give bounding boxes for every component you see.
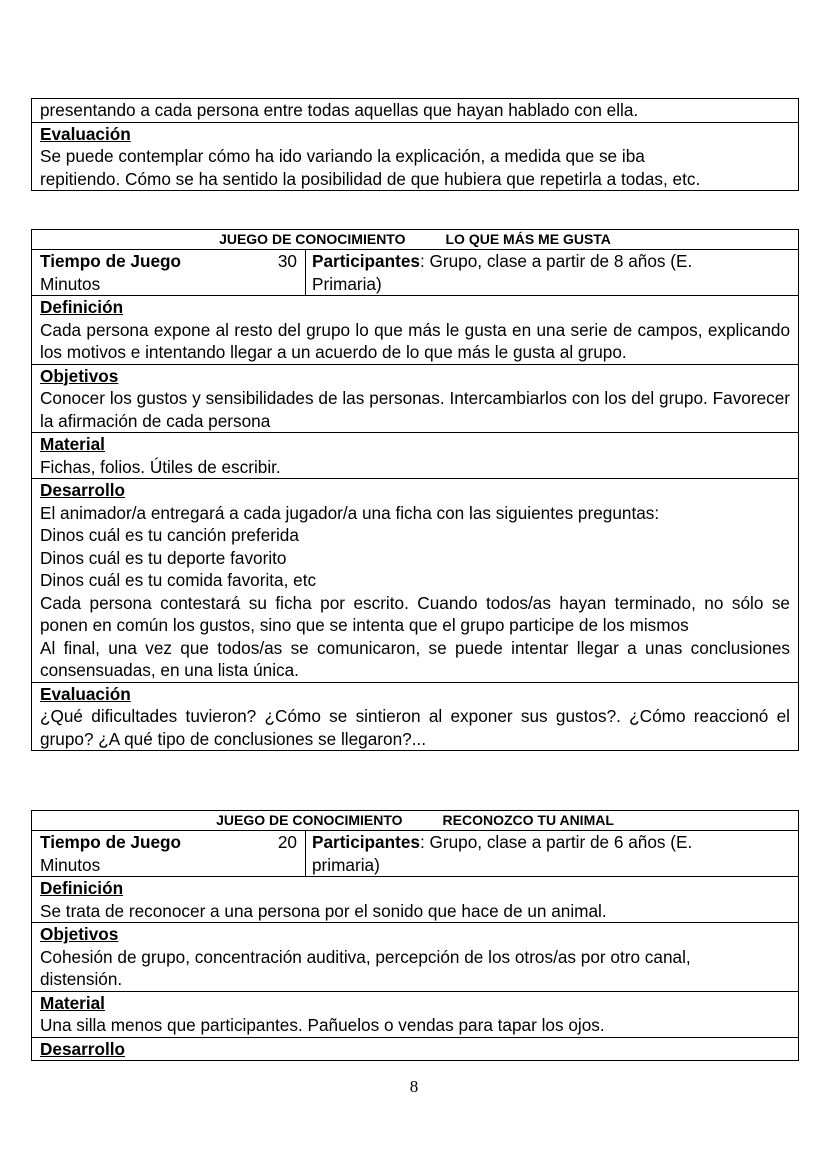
evaluation-cell [32, 122, 798, 191]
participants-text-cont: primaria) [312, 854, 380, 875]
development-cell [32, 1037, 798, 1061]
card-header [32, 230, 798, 249]
card-category: JUEGO DE CONOCIMIENTO [216, 812, 403, 828]
page-number: 8 [409, 1077, 419, 1096]
continuation-cell [32, 99, 798, 122]
objectives-text-line-1: Cohesión de grupo, concentración auditiva, percepción de los otros/as por otro canal, [40, 946, 691, 967]
objectives-heading: Objetivos [40, 924, 119, 944]
evaluation-heading: Evaluación [40, 123, 131, 144]
development-question-3: Dinos cuál es tu comida favorita, etc [40, 570, 317, 590]
participants-label: Participantes [312, 251, 420, 271]
objectives-cell [32, 922, 798, 991]
definition-cell [32, 295, 798, 364]
definition-heading: Definición [40, 297, 124, 317]
participants-text: : Grupo, clase a partir de 8 años (E. [419, 251, 693, 271]
card-title: LO QUE MÁS ME GUSTA [445, 231, 611, 247]
objectives-text-line-2: distensión. [40, 969, 123, 989]
info-row [32, 830, 798, 876]
game-time-value: 20 [277, 832, 297, 852]
info-row [32, 249, 798, 295]
participants-label: Participantes [312, 832, 420, 852]
development-paragraph-2: Cada persona contestará su ficha por escrito. Cuando todos/as hayan terminado, no sólo se ponen en común los gustos, sino que se intenta que el grupo participe de los mismos [40, 592, 790, 635]
objectives-cell [32, 364, 798, 433]
definition-text: Cada persona expone al resto del grupo lo que más le gusta en una serie de campos, explicando los motivos e intentando llegar a un acuerdo de lo que más le gusta al grupo. [40, 319, 790, 362]
participants-cell [306, 831, 798, 876]
game-time-unit: Minutos [40, 854, 101, 875]
material-heading: Material [40, 992, 105, 1013]
development-heading: Desarrollo [40, 1038, 126, 1059]
material-cell [32, 432, 798, 478]
development-heading: Desarrollo [40, 480, 126, 500]
card-title: RECONOZCO TU ANIMAL [442, 812, 614, 828]
objectives-heading: Objetivos [40, 365, 119, 386]
material-text: Fichas, folios. Útiles de escribir. [40, 456, 281, 477]
development-question-2: Dinos cuál es tu deporte favorito [40, 547, 287, 568]
card-header [32, 811, 798, 830]
participants-text-cont: Primaria) [312, 273, 382, 294]
material-cell [32, 991, 798, 1037]
material-text: Una silla menos que participantes. Pañuelos o vendas para tapar los ojos. [40, 1015, 605, 1035]
evaluation-text: ¿Qué dificultades tuvieron? ¿Cómo se sintieron al exponer sus gustos?. ¿Cómo reaccionó el grupo? ¿A qué tipo de conclusiones se llegaron?... [40, 706, 790, 749]
game-time-label: Tiempo de Juego [40, 832, 182, 852]
definition-text: Se trata de reconocer a una persona por el sonido que hace de un animal. [40, 900, 607, 921]
continuation-text: presentando a cada persona entre todas aquellas que hayan hablado con ella. [40, 100, 639, 120]
game-card-lo-que-mas-me-gusta [31, 229, 799, 751]
game-time-label: Tiempo de Juego [40, 251, 182, 271]
material-heading: Material [40, 434, 105, 454]
card-category: JUEGO DE CONOCIMIENTO [219, 231, 406, 247]
development-paragraph-3: Al final, una vez que todos/as se comunicaron, se puede intentar llegar a unas conclusiones consensuadas, en una lista única. [40, 637, 790, 680]
definition-heading: Definición [40, 878, 124, 898]
participants-cell [306, 250, 798, 295]
objectives-text: Conocer los gustos y sensibilidades de las personas. Intercambiarlos con los del grupo. Favorecer la afirmación de cada persona [40, 388, 790, 431]
evaluation-cell [32, 682, 798, 751]
definition-cell [32, 876, 798, 922]
game-time-cell [32, 831, 306, 876]
game-card-reconozco-tu-animal [31, 810, 799, 1061]
game-time-unit: Minutos [40, 273, 101, 294]
game-time-value: 30 [277, 251, 297, 271]
evaluation-heading: Evaluación [40, 683, 131, 704]
development-intro: El animador/a entregará a cada jugador/a una ficha con las siguientes preguntas: [40, 502, 660, 523]
evaluation-text-line-2: repitiendo. Cómo se ha sentido la posibilidad de que hubiera que repetirla a todas, etc. [40, 168, 701, 189]
participants-text: : Grupo, clase a partir de 6 años (E. [419, 832, 693, 852]
development-cell [32, 478, 798, 682]
game-card-continuation [31, 98, 799, 191]
development-question-1: Dinos cuál es tu canción preferida [40, 525, 299, 545]
evaluation-text-line-1: Se puede contemplar cómo ha ido variando la explicación, a medida que se iba [40, 146, 645, 166]
game-time-cell [32, 250, 306, 295]
